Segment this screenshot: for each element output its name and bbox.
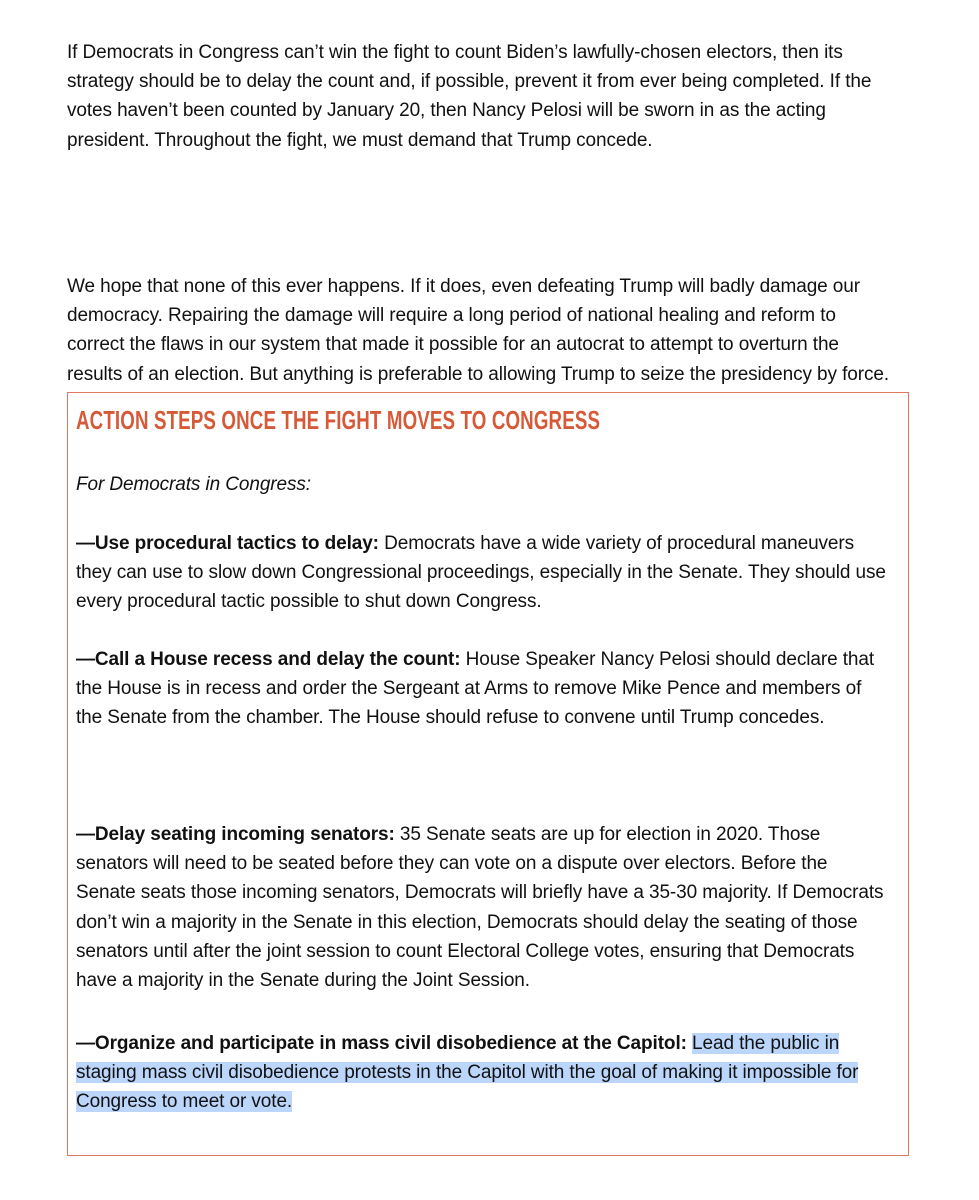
step-text: House Speaker Nancy Pelosi should declare that the House is in recess and order the Sergeant at Arms to remove Mike Pence and members of the Senate from the chamber. The House should refuse to convene until Trump concedes. [76, 649, 875, 729]
callout-heading: ACTION STEPS ONCE THE FIGHT MOVES TO CONGRESS [76, 405, 601, 435]
action-step [76, 1029, 886, 1117]
action-step [76, 645, 886, 733]
action-steps-callout [67, 392, 909, 1156]
step-title: —Call a House recess and delay the count: [76, 649, 461, 670]
step-title: —Delay seating incoming senators: [76, 824, 395, 845]
action-step [76, 529, 886, 617]
callout-intro: For Democrats in Congress: [76, 474, 311, 495]
step-text: Democrats have a wide variety of procedural maneuvers they can use to slow down Congressional proceedings, especially in the Senate. They should use every procedural tactic possible to shut down Congress. [76, 533, 886, 613]
step-text: 35 Senate seats are up for election in 2020. Those senators will need to be seated before they can vote on a dispute over electors. Before the Senate seats those incoming senators, Democrats will briefly have a 35-30 majority. If Democrats don’t win a majority in the Senate in this election, Democrats should delay the seating of those senators until after the joint session to count Electoral College votes, ensuring that Democrats have a majority in the Senate during the Joint Session. [76, 824, 884, 992]
step-title: —Use procedural tactics to delay: [76, 533, 379, 554]
body-paragraph-2: We hope that none of this ever happens. If it does, even defeating Trump will badly damage our democracy. Repairing the damage will require a long period of national healing and reform to correct the flaws in our system that made it possible for an autocrat to attempt to overturn the results of an election. But anything is preferable to allowing Trump to seize the presidency by force. [67, 276, 890, 385]
body-paragraph-1: If Democrats in Congress can’t win the fight to count Biden’s lawfully-chosen electors, then its strategy should be to delay the count and, if possible, prevent it from ever being completed. If the votes haven’t been counted by January 20, then Nancy Pelosi will be sworn in as the acting president. Throughout the fight, we must demand that Trump concede. [67, 42, 872, 151]
highlighted-selection[interactable]: Lead the public in staging mass civil disobedience protests in the Capitol with the goal of making it impossible for Congress to meet or vote. [76, 1033, 859, 1113]
action-step [76, 820, 886, 995]
step-title: —Organize and participate in mass civil disobedience at the Capitol: [76, 1033, 687, 1054]
